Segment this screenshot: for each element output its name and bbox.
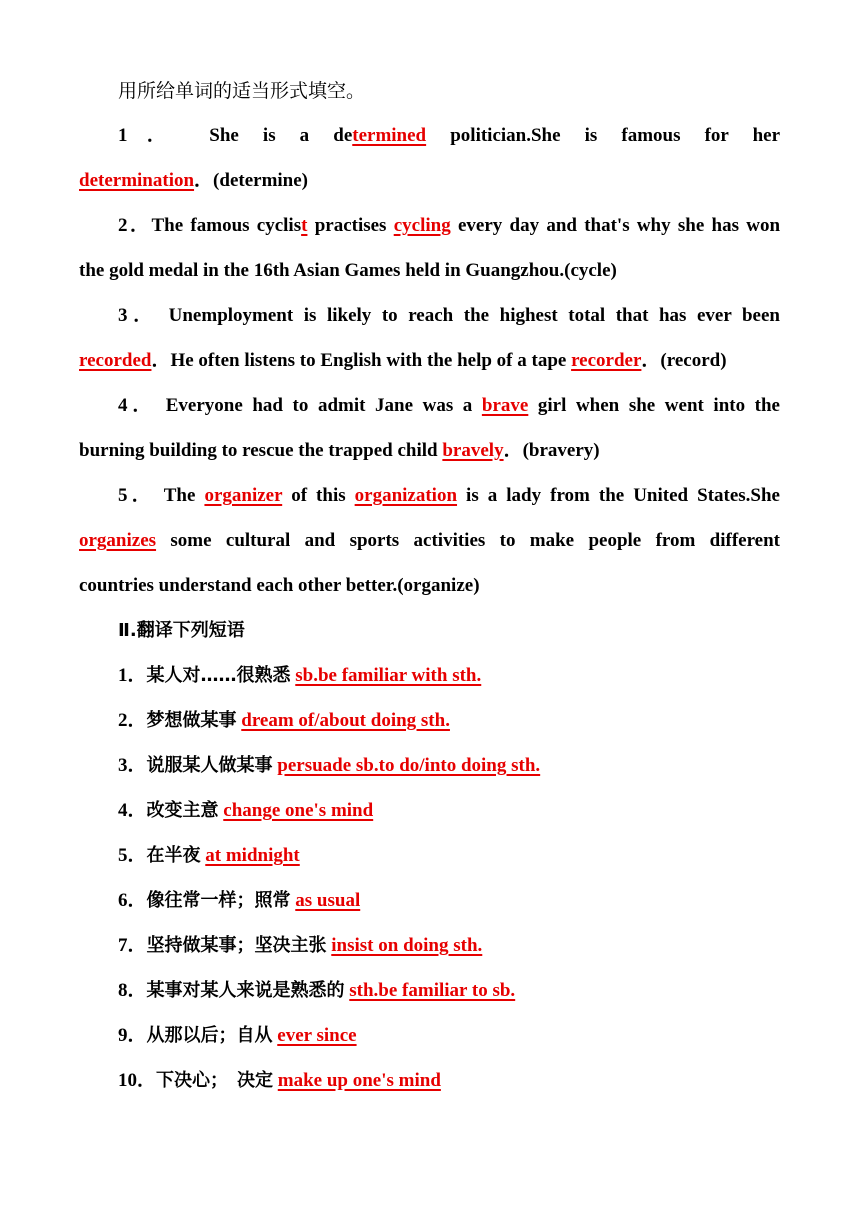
phrase-number: 4． bbox=[118, 800, 147, 821]
phrase-item bbox=[118, 753, 780, 779]
phrase-number: 10． bbox=[118, 1070, 157, 1091]
phrase-item bbox=[118, 1023, 780, 1049]
phrase-item bbox=[118, 1068, 780, 1094]
instruction: 用所给单词的适当形式填空。 bbox=[118, 80, 366, 102]
phrase-answer: as usual bbox=[295, 890, 361, 911]
question-4-line-2 bbox=[79, 438, 780, 464]
phrase-number: 9． bbox=[118, 1025, 147, 1046]
phrase-item bbox=[118, 663, 780, 689]
phrase-chinese: 像往常一样；照常 bbox=[146, 890, 291, 911]
question-5-line-3: countries understand each other better.(organize) bbox=[79, 575, 480, 596]
phrase-number: 7． bbox=[118, 935, 147, 956]
phrase-number: 8． bbox=[118, 980, 147, 1001]
phrase-answer: insist on doing sth. bbox=[331, 935, 483, 956]
phrase-answer: sth.be familiar to sb. bbox=[349, 980, 516, 1001]
question-text: ．He often listens to English with the help of a tape bbox=[151, 350, 567, 371]
question-number: 5． bbox=[118, 485, 156, 506]
question-4-line-1 bbox=[118, 393, 780, 419]
phrase-answer: dream of/about doing sth. bbox=[241, 710, 450, 731]
phrase-answer: make up one's mind bbox=[277, 1070, 441, 1091]
question-text: practises bbox=[314, 215, 387, 236]
phrase-number: 3． bbox=[118, 755, 147, 776]
question-text: girl when she went into the bbox=[537, 395, 780, 416]
phrase-chinese: 改变主意 bbox=[146, 800, 219, 821]
phrase-answer: sb.be familiar with sth. bbox=[295, 665, 482, 686]
answer-blank: organization bbox=[354, 485, 458, 506]
answer-blank: t bbox=[301, 215, 308, 236]
question-number: 1． bbox=[118, 125, 186, 146]
phrase-item bbox=[118, 798, 780, 824]
question-text: politician.She is famous for her bbox=[450, 125, 781, 146]
phrase-number: 2． bbox=[118, 710, 147, 731]
answer-blank: recorded bbox=[79, 350, 152, 371]
question-text: is a lady from the United States.She bbox=[466, 485, 780, 506]
phrase-item bbox=[118, 888, 780, 914]
phrase-chinese: 某人对……很熟悉 bbox=[146, 665, 291, 686]
phrase-number: 6． bbox=[118, 890, 147, 911]
answer-blank: organizer bbox=[204, 485, 283, 506]
question-text: ．(bravery) bbox=[503, 440, 600, 461]
question-text: ．(record) bbox=[641, 350, 727, 371]
phrase-item bbox=[118, 978, 780, 1004]
phrase-item bbox=[118, 708, 780, 734]
phrase-answer: persuade sb.to do/into doing sth. bbox=[277, 755, 541, 776]
phrase-chinese: 从那以后；自从 bbox=[146, 1025, 273, 1046]
question-3-line-1 bbox=[118, 303, 780, 329]
answer-blank: organizes bbox=[79, 530, 157, 551]
phrase-number: 1． bbox=[118, 665, 147, 686]
question-text: Everyone had to admit Jane was a bbox=[165, 395, 473, 416]
question-text: The bbox=[163, 485, 196, 506]
question-text: of this bbox=[291, 485, 346, 506]
question-5-line-1 bbox=[118, 483, 780, 509]
question-text: every day and that's why she has won bbox=[457, 215, 781, 236]
phrase-chinese: 梦想做某事 bbox=[146, 710, 237, 731]
question-text: burning building to rescue the trapped child bbox=[79, 440, 438, 461]
question-2-line-2: the gold medal in the 16th Asian Games held in Guangzhou.(cycle) bbox=[79, 260, 617, 281]
question-number: 4． bbox=[118, 395, 157, 416]
phrase-item bbox=[118, 933, 780, 959]
answer-blank: recorder bbox=[571, 350, 642, 371]
question-text: ．(determine) bbox=[194, 170, 309, 191]
answer-blank: determination bbox=[79, 170, 195, 191]
phrase-chinese: 某事对某人来说是熟悉的 bbox=[146, 980, 345, 1001]
phrase-item bbox=[118, 843, 780, 869]
question-number: 2． bbox=[118, 215, 152, 236]
phrase-answer: ever since bbox=[277, 1025, 357, 1046]
phrase-chinese: 坚持做某事；坚决主张 bbox=[146, 935, 327, 956]
question-text: Unemployment is likely to reach the highest total that has ever been bbox=[168, 305, 780, 326]
answer-blank: termined bbox=[352, 125, 427, 146]
question-5-line-2 bbox=[79, 528, 780, 554]
phrase-number: 5． bbox=[118, 845, 147, 866]
question-text: The famous cyclis bbox=[151, 215, 302, 236]
question-2-line-1 bbox=[118, 213, 780, 239]
section-2-title: Ⅱ.翻译下列短语 bbox=[118, 620, 245, 641]
phrase-chinese: 在半夜 bbox=[146, 845, 201, 866]
phrase-chinese: 下决心； 决定 bbox=[156, 1070, 274, 1091]
phrase-answer: change one's mind bbox=[223, 800, 374, 821]
question-1-line-1 bbox=[118, 123, 780, 149]
answer-blank: brave bbox=[481, 395, 529, 416]
phrase-answer: at midnight bbox=[205, 845, 300, 866]
question-text: some cultural and sports activities to make people from different bbox=[170, 530, 780, 551]
answer-blank: bravely bbox=[442, 440, 504, 461]
question-number: 3． bbox=[118, 305, 159, 326]
question-text: She is a de bbox=[209, 125, 353, 146]
question-3-line-2 bbox=[79, 348, 780, 374]
phrase-chinese: 说服某人做某事 bbox=[146, 755, 273, 776]
answer-blank: cycling bbox=[393, 215, 451, 236]
question-1-line-2 bbox=[79, 168, 780, 194]
